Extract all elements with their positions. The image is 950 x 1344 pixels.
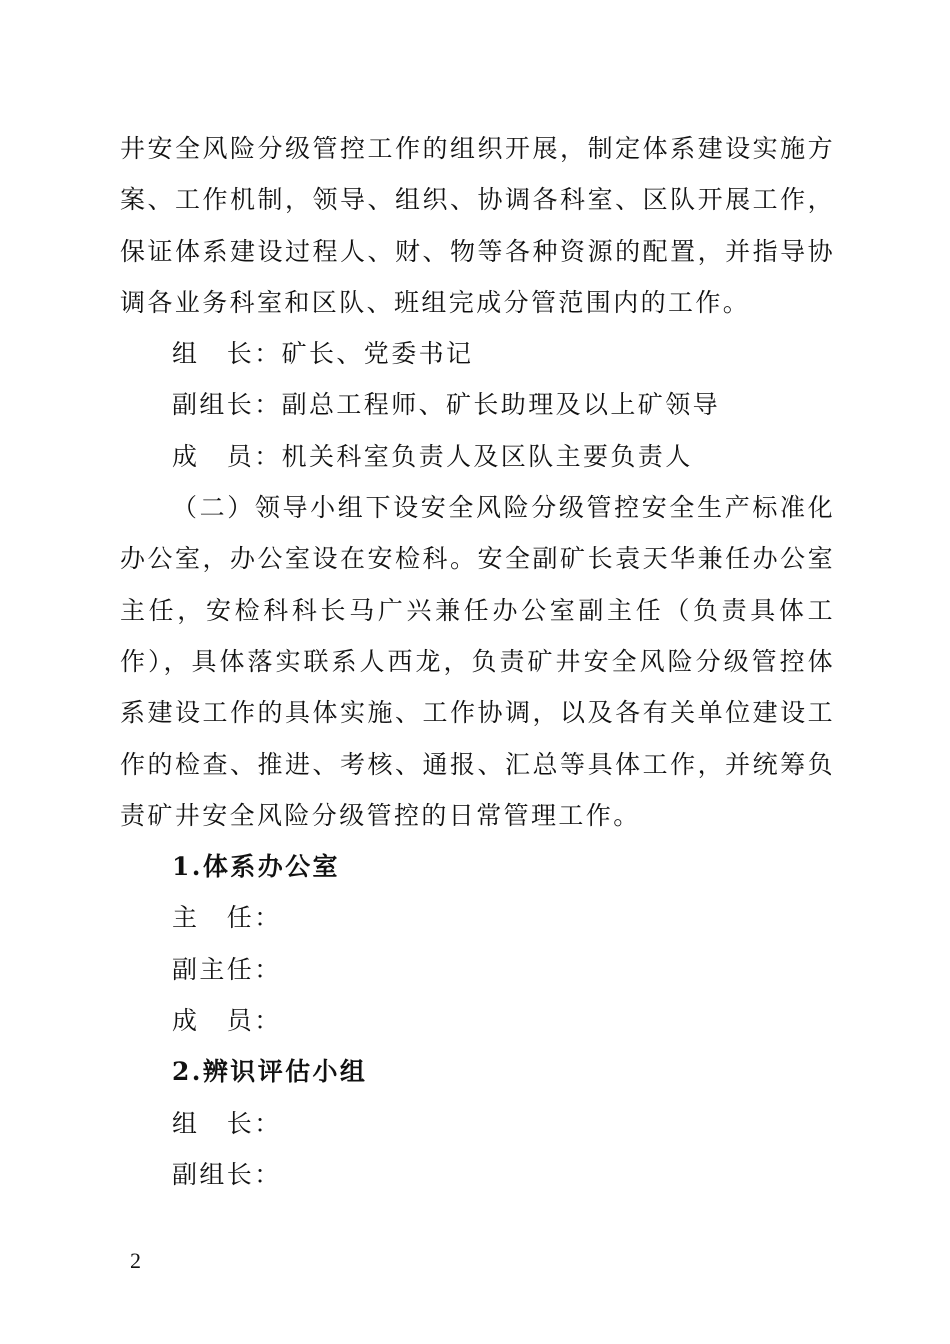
field-office-director: 主 任： — [172, 903, 282, 933]
paragraph-office-setup: （二）领导小组下设安全风险分级管控安全生产标准化办公室，办公室设在安检科。安全副矿长袁天华兼任办公室主任，安检科科长马广兴兼任办公室副主任（负责具体工作），具体落实联系人西龙，负责矿井安全风险分级管控体系建设工作的具体实施、工作协调，以及各有关单位建设工作的检查、推进、考核、通报、汇总等具体工作，并统筹负责矿井安全风险分级管控的日常管理工作。 — [120, 493, 835, 830]
section-heading-system-office: 1.体系办公室 — [172, 852, 340, 882]
page-number: 2 — [130, 1248, 141, 1273]
section-heading-assessment-group: 2.辨识评估小组 — [172, 1057, 368, 1087]
field-assessment-deputy-leader: 副组长： — [172, 1159, 282, 1189]
paragraph-responsibilities: 井安全风险分级管控工作的组织开展，制定体系建设实施方案、工作机制，领导、组织、协调各科室、区队开展工作，保证体系建设过程人、财、物等各种资源的配置，并指导协调各业务科室和区队、班组完成分管范围内的工作。 — [120, 134, 835, 317]
paragraph-members: 成 员：机关科室负责人及区队主要负责人 — [172, 441, 693, 471]
field-office-deputy-director: 副主任： — [172, 954, 282, 984]
field-assessment-group-leader: 组 长： — [172, 1108, 282, 1138]
paragraph-group-leader: 组 长：矿长、党委书记 — [172, 339, 474, 369]
paragraph-deputy-group-leader: 副组长：副总工程师、矿长助理及以上矿领导 — [172, 390, 721, 420]
document-body — [120, 123, 835, 1200]
field-office-members: 成 员： — [172, 1006, 282, 1036]
